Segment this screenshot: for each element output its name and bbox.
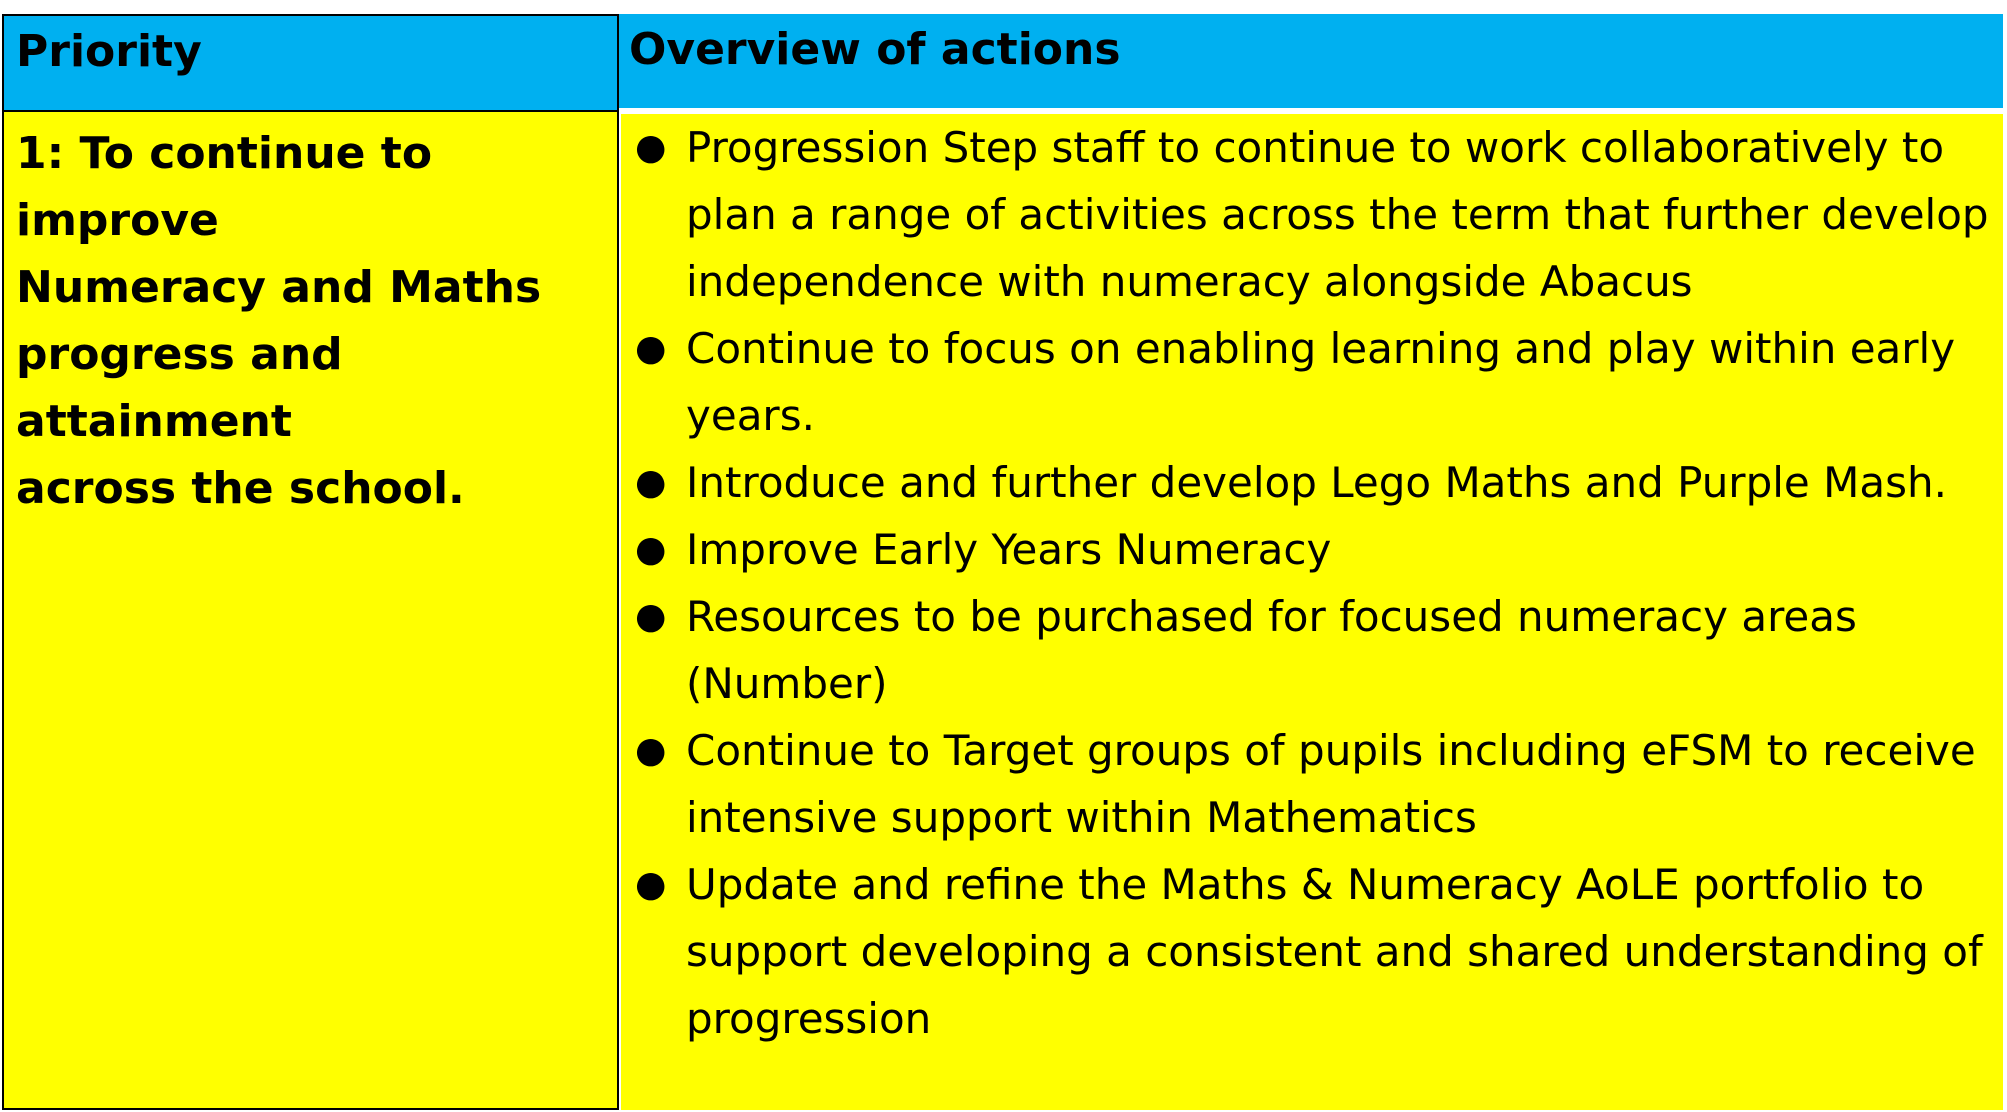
action-line: independence with numeracy alongside Abacus [686, 257, 1693, 306]
bullet-icon: ● [635, 596, 667, 637]
bullet-icon: ● [635, 127, 667, 168]
action-item [621, 717, 2003, 851]
action-item [621, 851, 2003, 1052]
priority-cell [2, 110, 619, 1110]
action-line: support developing a consistent and shared understanding of [686, 927, 1983, 976]
bullet-icon: ● [635, 462, 667, 503]
action-line: (Number) [686, 659, 888, 708]
priority-line: 1: To continue to improve [16, 128, 433, 246]
header-actions-label: Overview of actions [629, 24, 1121, 75]
action-line: Resources to be purchased for focused numeracy areas [686, 592, 1857, 641]
priority-statement [16, 120, 606, 522]
action-line: Continue to Target groups of pupils including eFSM to receive [686, 726, 1976, 775]
action-line: Continue to focus on enabling learning and play within early [686, 324, 1956, 373]
header-priority-label: Priority [16, 26, 202, 77]
action-item [621, 315, 2003, 449]
priority-line: progress and attainment [16, 329, 343, 447]
action-line: Progression Step staff to continue to work collaboratively to [686, 123, 1945, 172]
header-actions-cell [619, 14, 2003, 108]
action-line: plan a range of activities across the term that further develop [686, 190, 1989, 239]
action-item [621, 449, 2003, 516]
action-line: intensive support within Mathematics [686, 793, 1477, 842]
action-item [621, 516, 2003, 583]
bullet-icon: ● [635, 328, 667, 369]
action-line: Update and refine the Maths & Numeracy AoLE portfolio to [686, 860, 1925, 909]
bullet-icon: ● [635, 529, 667, 570]
actions-cell [621, 114, 2003, 1110]
priority-line: Numeracy and Maths [16, 262, 542, 313]
header-priority-cell [2, 14, 619, 110]
action-line: Introduce and further develop Lego Maths and Purple Mash. [686, 458, 1947, 507]
action-item [621, 114, 2003, 315]
action-line: Improve Early Years Numeracy [686, 525, 1332, 574]
action-list [621, 114, 2003, 1052]
action-item [621, 583, 2003, 717]
priority-table [0, 14, 2003, 1112]
priority-line: across the school. [16, 463, 465, 514]
bullet-icon: ● [635, 730, 667, 771]
bullet-icon: ● [635, 864, 667, 905]
action-line: years. [686, 391, 815, 440]
action-line: progression [686, 994, 932, 1043]
